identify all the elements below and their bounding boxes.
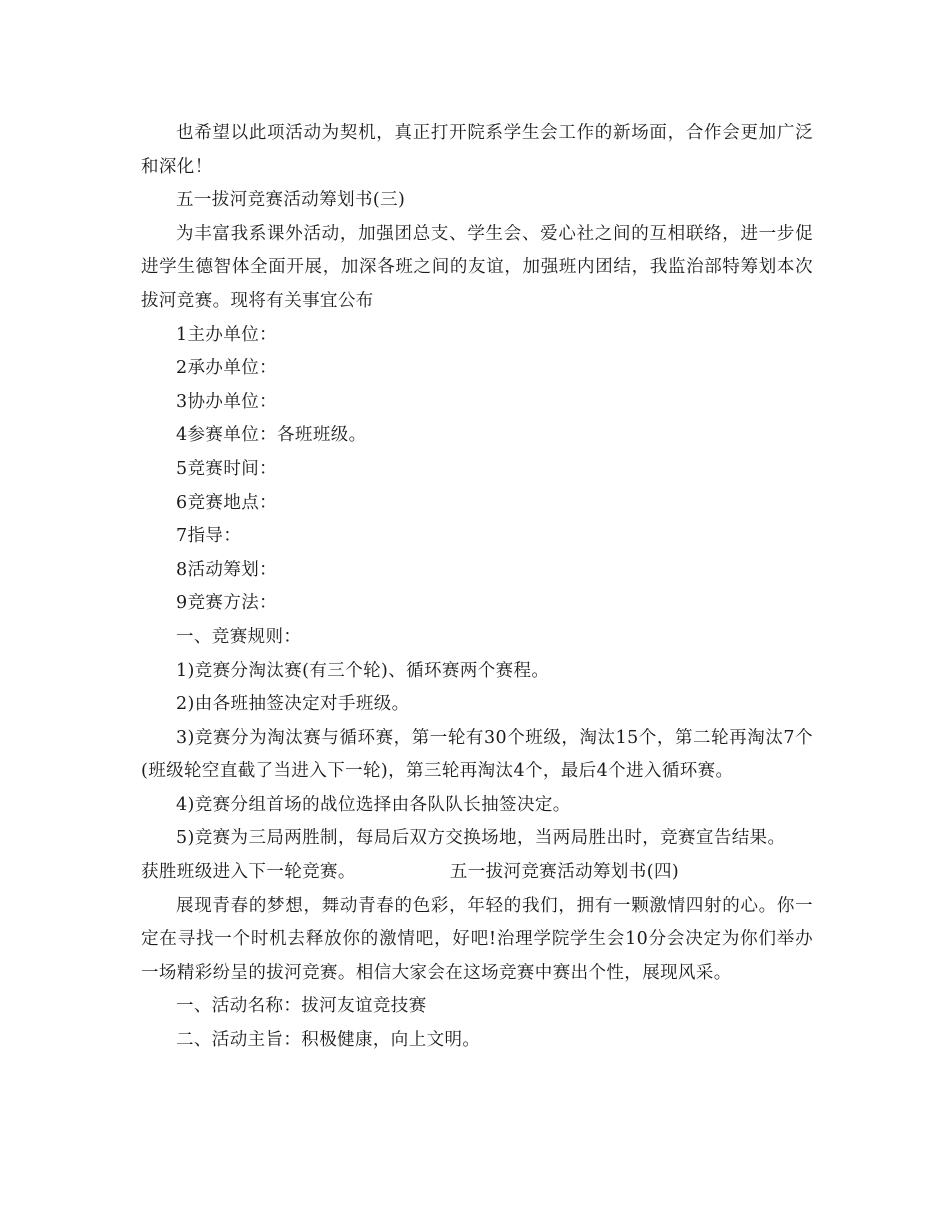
mixed-line (141, 856, 813, 890)
rule-item: 4)竞赛分组首场的战位选择由各队队长抽签决定。 (176, 794, 571, 815)
rule-item: 3)竞赛分为淘汰赛与循环赛，第一轮有30个班级，淘汰15个，第二轮再淘汰7个(班级轮空直截了当进入下一轮)，第三轮再淘汰4个，最后4个进入循环赛。 (141, 727, 813, 782)
list-item: 8活动筹划： (176, 559, 278, 580)
list-item: 二、活动主旨：积极健康，向上文明。 (176, 1030, 481, 1051)
paragraph: 展现青春的梦想，舞动青春的色彩，年轻的我们，拥有一颗激情四射的心。你一定在寻找一个时机去释放你的激情吧，好吧!治理学院学生会10分会决定为你们举办一场精彩纷呈的拔河竞赛。相信大家会在这场竞赛中赛出个性，展现风采。 (141, 895, 813, 983)
paragraph: 也希望以此项活动为契机，真正打开院系学生会工作的新场面，合作会更加广泛和深化！ (141, 123, 813, 177)
list-item: 2承办单位： (176, 358, 278, 379)
document-body (141, 117, 813, 1058)
section-heading: 五一拔河竞赛活动筹划书(四) (449, 862, 680, 883)
rule-item: 1)竞赛分淘汰赛(有三个轮)、循环赛两个赛程。 (176, 660, 550, 681)
section-heading: 五一拔河竞赛活动筹划书(三) (176, 190, 406, 211)
paragraph: 为丰富我系课外活动，加强团总支、学生会、爱心社之间的互相联络，进一步促进学生德智体全面开展，加深各班之间的友谊，加强班内团结，我监治部特筹划本次拔河竞赛。现将有关事宜公布 (141, 223, 813, 311)
list-item: 7指导： (176, 526, 242, 547)
rule-item: 5)竞赛为三局两胜制，每局后双方交换场地，当两局胜出时，竞赛宣告结果。 (176, 828, 786, 849)
list-item: 6竞赛地点： (176, 492, 278, 513)
subsection-heading: 一、竞赛规则： (176, 626, 302, 647)
list-item: 5竞赛时间： (176, 458, 278, 479)
rule-item: 2)由各班抽签决定对手班级。 (176, 694, 410, 715)
list-item: 4参赛单位：各班班级。 (176, 425, 367, 446)
list-item: 1主办单位： (176, 324, 278, 345)
paragraph-continuation: 获胜班级进入下一轮竞赛。 (141, 862, 356, 883)
list-item: 3协办单位： (176, 391, 278, 412)
list-item: 9竞赛方法： (176, 593, 278, 614)
list-item: 一、活动名称：拔河友谊竞技赛 (176, 996, 427, 1017)
